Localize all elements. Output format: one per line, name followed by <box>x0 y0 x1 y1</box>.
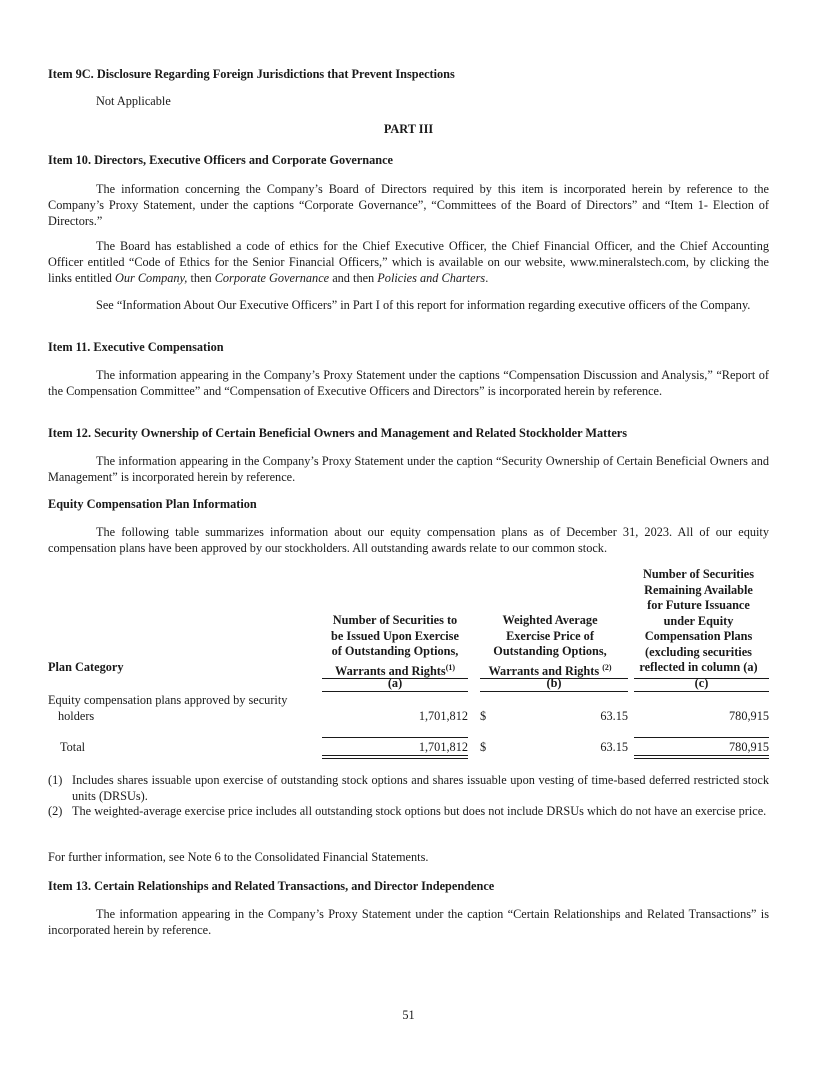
column-b-header-line: Outstanding Options, <box>493 644 607 658</box>
table-row-label: holders <box>58 709 95 723</box>
total-column-a-value: 1,701,812 <box>418 740 468 754</box>
item-13-heading: Item 13. Certain Relationships and Related Transactions, and Director Independence <box>48 879 495 893</box>
row-1-column-a-value: 1,701,812 <box>418 709 468 723</box>
plan-category-header: Plan Category <box>48 660 124 674</box>
column-b-header-line: Exercise Price of <box>506 628 594 643</box>
column-b-header-line: Weighted Average <box>502 613 598 627</box>
footnote-2 <box>48 803 769 835</box>
column-c-header-line: (excluding securities <box>645 644 752 659</box>
item-9c-heading: Item 9C. Disclosure Regarding Foreign Jurisdictions that Prevent Inspections <box>48 67 455 81</box>
item-10-p2-text-b: then <box>187 271 215 285</box>
our-company-link-text: Our Company, <box>114 271 188 285</box>
row-1-column-b-value: 63.15 <box>600 709 628 723</box>
column-b-header-line-text: Warrants and Rights <box>488 663 600 678</box>
column-c-header-line: under Equity <box>663 613 734 628</box>
total-double-rule-c <box>634 755 769 759</box>
footnote-2-text: The weighted-average exercise price includes all outstanding stock options but does not include DRSUs which do not have an exercise price. <box>72 804 767 818</box>
column-c-letter-rule <box>634 691 769 692</box>
further-information-note: For further information, see Note 6 to the Consolidated Financial Statements. <box>48 850 429 864</box>
column-a-header-line: Number of Securities to <box>332 613 458 627</box>
item-12-paragraph: The information appearing in the Company’s Proxy Statement under the caption “Security Ownership of Certain Beneficial Owners and Management” is incorporated herein by reference. <box>48 454 769 484</box>
footnote-1-text: Includes shares issuable upon exercise of outstanding stock options and shares issuable upon vesting of time-based deferred restricted stock units (DRSUs). <box>72 773 769 803</box>
footnote-1-mark: (1) <box>48 773 63 787</box>
total-currency-symbol: $ <box>480 740 487 754</box>
footnote-2-marker: (2) <box>602 662 612 672</box>
item-10-paragraph-3: See “Information About Our Executive Officers” in Part I of this report for information regarding executive officers of the Company. <box>96 298 751 312</box>
item-10-paragraph-1: The information concerning the Company’s Board of Directors required by this item is incorporated herein by reference to the Company’s Proxy Statement, under the captions “Corporate Governance”, “Committees of the Board of Directors” and “Item 1- Election of Directors.” <box>48 182 769 228</box>
row-1-currency-symbol: $ <box>480 709 487 723</box>
column-c-header-line: Number of Securities <box>642 567 755 581</box>
total-top-rule-c <box>634 737 769 738</box>
footnote-2-mark: (2) <box>48 804 63 818</box>
table-row-label: Total <box>60 740 86 754</box>
column-a-header-line: of Outstanding Options, <box>331 644 459 658</box>
item-10-p2-text-c: and then <box>329 271 378 285</box>
item-11-heading: Item 11. Executive Compensation <box>48 340 224 354</box>
total-column-b-value: 63.15 <box>600 740 628 754</box>
column-a-header <box>322 613 468 679</box>
column-c-header-line: Compensation Plans <box>644 629 753 643</box>
column-c-header-line: reflected in column (a) <box>639 660 758 674</box>
column-a-header-line: be Issued Upon Exercise <box>331 628 459 643</box>
footnote-1 <box>48 772 769 804</box>
total-top-rule-a <box>322 737 468 738</box>
item-11-paragraph: The information appearing in the Company’s Proxy Statement under the captions “Compensation Discussion and Analysis,” “Report of the Compensation Committee” and “Compensation of Executive Officers and Directors” is incorporated herein by reference. <box>48 368 769 398</box>
item-9c-text: Not Applicable <box>96 94 171 108</box>
item-10-heading: Item 10. Directors, Executive Officers and Corporate Governance <box>48 153 394 167</box>
column-c-header <box>628 567 769 676</box>
part-iii-heading: PART III <box>383 122 434 136</box>
column-a-letter-rule <box>322 691 468 692</box>
page-number: 51 <box>402 1008 415 1022</box>
footnote-1-marker: (1) <box>445 662 456 672</box>
column-a-letter: (a) <box>387 676 403 690</box>
equity-compensation-intro: The following table summarizes information about our equity compensation plans as of December 31, 2023. All of our equity compensation plans have been approved by our stockholders. All outstanding awards relate to our common stock. <box>48 525 769 555</box>
total-double-rule-a <box>322 755 468 759</box>
row-1-column-c-value: 780,915 <box>729 709 769 723</box>
column-b-letter-rule <box>480 691 628 692</box>
column-b-header <box>480 613 620 679</box>
table-row-label: Equity compensation plans approved by security <box>48 693 288 707</box>
column-a-header-line-text: Warrants and Rights <box>334 663 446 678</box>
corporate-governance-link-text: Corporate Governance <box>214 271 330 285</box>
column-c-header-line: for Future Issuance <box>647 598 750 612</box>
item-10-paragraph-2 <box>48 238 769 286</box>
equity-compensation-table <box>48 567 769 767</box>
total-column-c-value: 780,915 <box>729 740 769 754</box>
equity-compensation-heading: Equity Compensation Plan Information <box>48 497 257 511</box>
item-10-p2-text-a: The Board has established a code of ethics for the Chief Executive Officer, the Chief Financial Officer, and the Chief Accounting Officer entitled “Code of Ethics for the Senior Financial Officers,” which is available on our website, www.mineralstech.com, by clicking the links entitled <box>48 239 769 285</box>
item-12-heading: Item 12. Security Ownership of Certain Beneficial Owners and Management and Related Stockholder Matters <box>48 426 628 440</box>
column-c-header-line: Remaining Available <box>644 582 753 597</box>
column-b-letter: (b) <box>546 676 562 690</box>
policies-charters-link-text: Policies and Charters <box>377 271 486 285</box>
column-c-letter: (c) <box>694 676 709 690</box>
item-13-paragraph: The information appearing in the Company’s Proxy Statement under the caption “Certain Relationships and Related Transactions” is incorporated herein by reference. <box>48 907 769 937</box>
item-10-p2-text-d: . <box>485 271 489 285</box>
